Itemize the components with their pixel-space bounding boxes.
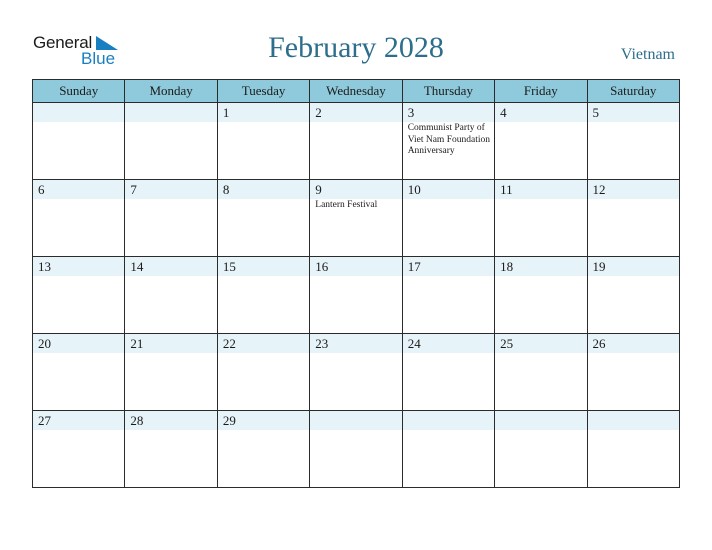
day-number: 18	[495, 257, 586, 276]
day-cell[interactable]	[33, 334, 125, 411]
day-cell[interactable]	[33, 411, 125, 488]
day-number: 22	[218, 334, 309, 353]
day-cell[interactable]	[125, 257, 217, 334]
day-cell[interactable]	[402, 334, 494, 411]
day-cell[interactable]	[587, 411, 679, 488]
calendar-grid	[32, 79, 680, 488]
day-number	[33, 103, 124, 122]
day-cell[interactable]	[33, 180, 125, 257]
day-number: 21	[125, 334, 216, 353]
day-number	[310, 411, 401, 430]
day-cell[interactable]	[33, 257, 125, 334]
day-cell[interactable]	[495, 257, 587, 334]
day-cell[interactable]	[402, 411, 494, 488]
day-cell[interactable]	[402, 103, 494, 180]
day-cell[interactable]	[125, 334, 217, 411]
day-number: 13	[33, 257, 124, 276]
logo-text-blue: Blue	[81, 49, 116, 68]
day-number: 10	[403, 180, 494, 199]
weekday-header-saturday: Saturday	[587, 80, 679, 103]
day-number: 9	[310, 180, 401, 199]
day-number: 8	[218, 180, 309, 199]
day-number: 19	[588, 257, 679, 276]
calendar-title: February 2028	[268, 31, 444, 64]
week-row	[33, 103, 680, 180]
day-number: 20	[33, 334, 124, 353]
day-number: 23	[310, 334, 401, 353]
day-cell[interactable]	[587, 180, 679, 257]
day-number: 4	[495, 103, 586, 122]
weekday-header-wednesday: Wednesday	[310, 80, 402, 103]
day-number: 12	[588, 180, 679, 199]
day-number: 1	[218, 103, 309, 122]
day-cell[interactable]	[310, 103, 402, 180]
day-number: 3	[403, 103, 494, 122]
day-number: 2	[310, 103, 401, 122]
week-row	[33, 257, 680, 334]
day-number	[125, 103, 216, 122]
weekday-header-monday: Monday	[125, 80, 217, 103]
weekday-header-friday: Friday	[495, 80, 587, 103]
week-row	[33, 334, 680, 411]
day-cell[interactable]	[495, 180, 587, 257]
day-cell[interactable]	[217, 334, 309, 411]
day-cell[interactable]	[310, 180, 402, 257]
day-cell[interactable]	[217, 103, 309, 180]
day-number: 27	[33, 411, 124, 430]
week-row	[33, 180, 680, 257]
weekday-header-tuesday: Tuesday	[217, 80, 309, 103]
day-number	[495, 411, 586, 430]
day-number: 15	[218, 257, 309, 276]
day-cell[interactable]	[495, 411, 587, 488]
day-cell[interactable]	[587, 334, 679, 411]
day-cell[interactable]	[495, 334, 587, 411]
holiday-event: Lantern Festival	[315, 200, 378, 210]
day-number: 26	[588, 334, 679, 353]
day-cell[interactable]	[217, 411, 309, 488]
day-number: 24	[403, 334, 494, 353]
day-cell[interactable]	[587, 103, 679, 180]
day-number: 14	[125, 257, 216, 276]
day-cell[interactable]	[217, 257, 309, 334]
day-cell[interactable]	[310, 411, 402, 488]
day-number: 11	[495, 180, 586, 199]
day-cell[interactable]	[310, 334, 402, 411]
day-number	[588, 411, 679, 430]
day-number: 6	[33, 180, 124, 199]
weekday-header-sunday: Sunday	[33, 80, 125, 103]
day-cell[interactable]	[310, 257, 402, 334]
week-row	[33, 411, 680, 488]
day-number: 25	[495, 334, 586, 353]
day-number: 7	[125, 180, 216, 199]
day-number: 29	[218, 411, 309, 430]
day-number	[403, 411, 494, 430]
logo-text-general: General	[33, 33, 93, 52]
day-cell[interactable]	[125, 103, 217, 180]
day-cell[interactable]	[587, 257, 679, 334]
country-label: Vietnam	[620, 46, 675, 63]
day-number: 28	[125, 411, 216, 430]
day-cell[interactable]	[217, 180, 309, 257]
day-cell[interactable]	[125, 411, 217, 488]
day-cell[interactable]	[495, 103, 587, 180]
weekday-header-row	[33, 80, 680, 103]
day-number: 5	[588, 103, 679, 122]
weekday-header-thursday: Thursday	[402, 80, 494, 103]
day-number: 17	[403, 257, 494, 276]
day-cell[interactable]	[402, 180, 494, 257]
day-cell[interactable]	[33, 103, 125, 180]
day-cell[interactable]	[402, 257, 494, 334]
day-number: 16	[310, 257, 401, 276]
holiday-event: Communist Party of Viet Nam Foundation Anniversary	[407, 123, 490, 156]
day-cell[interactable]	[125, 180, 217, 257]
